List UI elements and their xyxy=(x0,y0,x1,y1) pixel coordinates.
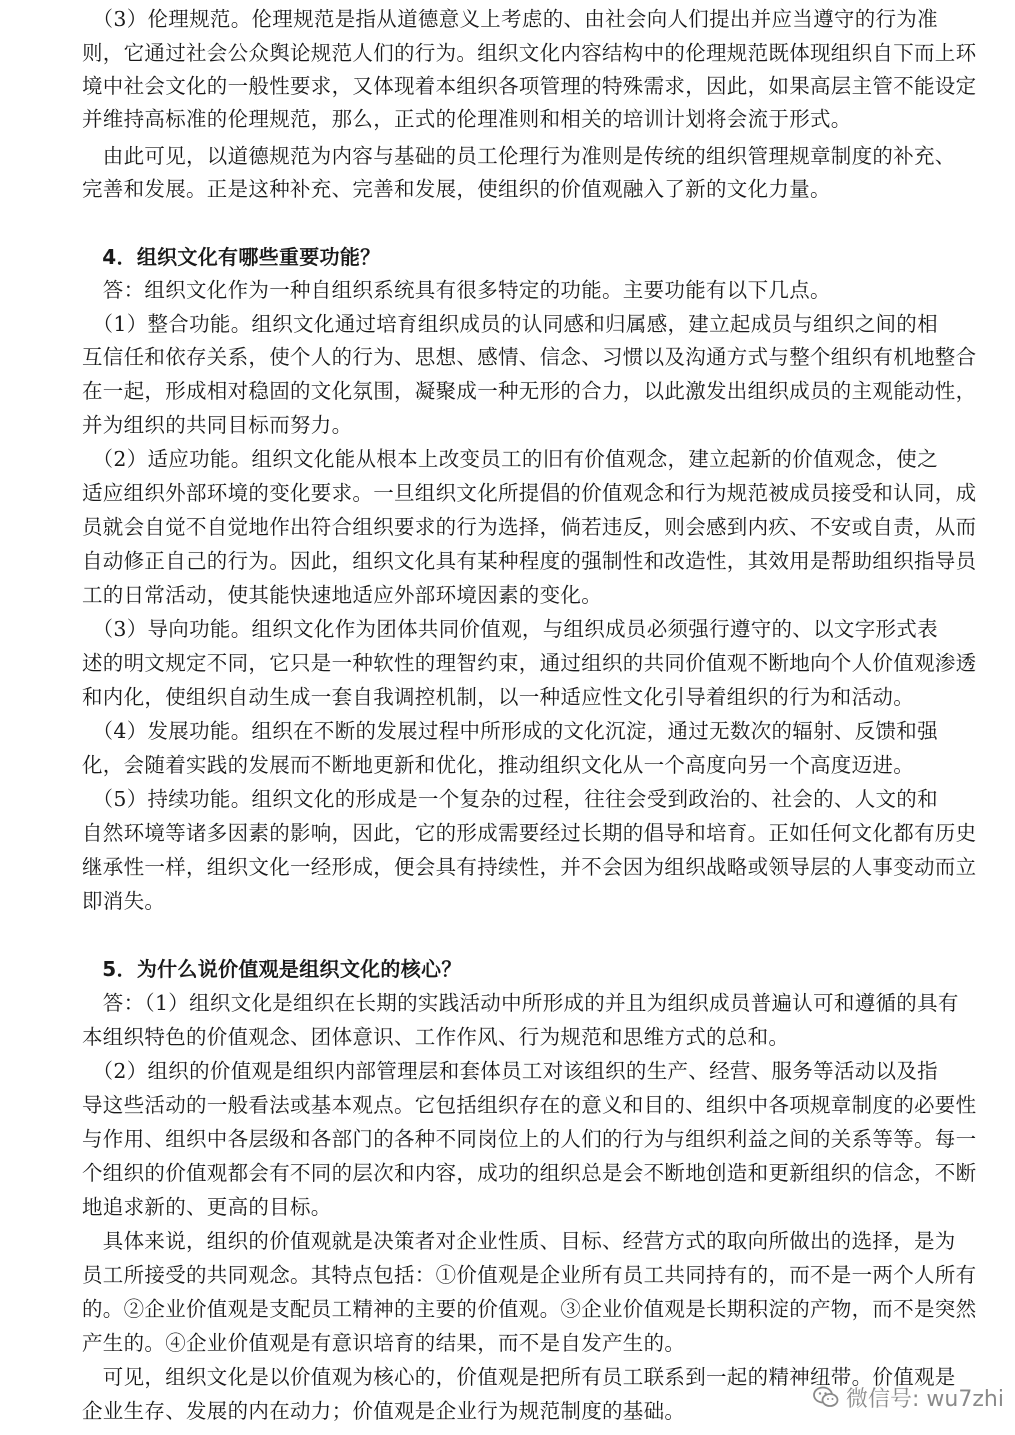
text-line: 继承性一样，组织文化一经形成，便会具有持续性，并不会因为组织战略或领导层的人事变动而立 xyxy=(82,855,977,879)
text-line: 由此可见，以道德规范为内容与基础的员工伦理行为准则是传统的组织管理规章制度的补充、 xyxy=(82,144,956,168)
text-line: 化，会随着实践的发展而不断地更新和优化，推动组织文化从一个高度向另一个高度迈进。 xyxy=(82,753,914,777)
text-line: 员就会自觉不自觉地作出符合组织要求的行为选择，倘若违反，则会感到内疚、不安或自责，从而 xyxy=(82,515,977,539)
text-line: 地追求新的、更高的目标。 xyxy=(82,1195,332,1219)
text-line: 具体来说，组织的价值观就是决策者对企业性质、目标、经营方式的取向所做出的选择，是为 xyxy=(82,1229,956,1253)
text-line: 境中社会文化的一般性要求，又体现着本组织各项管理的特殊需求，因此，如果高层主管不能设定 xyxy=(82,74,977,98)
text-line: 则，它通过社会公众舆论规范人们的行为。组织文化内容结构中的伦理规范既体现组织自下而上环 xyxy=(82,41,977,65)
text-line: 产生的。④企业价值观是有意识培育的结果，而不是自发产生的。 xyxy=(82,1331,686,1355)
section-heading: 5．为什么说价值观是组织文化的核心？ xyxy=(82,957,462,981)
text-line: 个组织的价值观都会有不同的层次和内容，成功的组织总是会不断地创造和更新组织的信念，不断 xyxy=(82,1161,977,1185)
text-line: 的。②企业价值观是支配员工精神的主要的价值观。③企业价值观是长期积淀的产物，而不是突然 xyxy=(82,1297,977,1321)
text-line: （2）组织的价值观是组织内部管理层和套体员工对该组织的生产、经营、服务等活动以及指 xyxy=(82,1059,938,1083)
wechat-watermark xyxy=(812,1382,1004,1412)
text-line: 可见，组织文化是以价值观为核心的，价值观是把所有员工联系到一起的精神纽带。价值观是 xyxy=(82,1365,956,1389)
section-heading: 4．组织文化有哪些重要功能？ xyxy=(82,245,381,269)
wechat-icon xyxy=(812,1385,840,1409)
text-line: 和内化，使组织自动生成一套自我调控机制，以一种适应性文化引导着组织的行为和活动。 xyxy=(82,685,914,709)
watermark-text: 微信号: wu7zhi xyxy=(846,1386,1004,1412)
text-line: 即消失。 xyxy=(82,889,166,913)
text-line: 本组织特色的价值观念、团体意识、工作作风、行为规范和思维方式的总和。 xyxy=(82,1025,790,1049)
text-line: （1）整合功能。组织文化通过培育组织成员的认同感和归属感，建立起成员与组织之间的相 xyxy=(82,312,938,336)
text-line: 答：（1）组织文化是组织在长期的实践活动中所形成的并且为组织成员普遍认可和遵循的具有 xyxy=(82,991,959,1015)
text-line: 导这些活动的一般看法或基本观点。它包括组织存在的意义和目的、组织中各项规章制度的必要性 xyxy=(82,1093,977,1117)
text-line: 在一起，形成相对稳固的文化氛围，凝聚成一种无形的合力，以此激发出组织成员的主观能动性， xyxy=(82,379,977,403)
text-line: 互信任和依存关系，使个人的行为、思想、感情、信念、习惯以及沟通方式与整个组织有机地整合 xyxy=(82,345,977,369)
text-line: 答：组织文化作为一种自组织系统具有很多特定的功能。主要功能有以下几点。 xyxy=(82,278,831,302)
text-line: 自动修正自己的行为。因此，组织文化具有某种程度的强制性和改造性，其效用是帮助组织指导员 xyxy=(82,549,977,573)
text-line: 员工所接受的共同观念。其特点包括：①价值观是企业所有员工共同持有的，而不是一两个人所有 xyxy=(82,1263,977,1287)
text-line: 与作用、组织中各层级和各部门的各种不同岗位上的人们的行为与组织利益之间的关系等等。每一 xyxy=(82,1127,977,1151)
text-line: （4）发展功能。组织在不断的发展过程中所形成的文化沉淀，通过无数次的辐射、反馈和强 xyxy=(82,719,938,743)
text-line: 企业生存、发展的内在动力；价值观是企业行为规范制度的基础。 xyxy=(82,1399,686,1423)
text-line: 述的明文规定不同，它只是一种软性的理智约束，通过组织的共同价值观不断地向个人价值观渗透 xyxy=(82,651,977,675)
text-line: 并为组织的共同目标而努力。 xyxy=(82,413,353,437)
text-line: 自然环境等诸多因素的影响，因此，它的形成需要经过长期的倡导和培育。正如任何文化都有历史 xyxy=(82,821,977,845)
text-line: （5）持续功能。组织文化的形成是一个复杂的过程，往往会受到政治的、社会的、人文的和 xyxy=(82,787,938,811)
text-line: 完善和发展。正是这种补充、完善和发展，使组织的价值观融入了新的文化力量。 xyxy=(82,177,831,201)
text-line: 并维持高标准的伦理规范，那么，正式的伦理准则和相关的培训计划将会流于形式。 xyxy=(82,107,852,131)
text-line: 工的日常活动，使其能快速地适应外部环境因素的变化。 xyxy=(82,583,602,607)
text-line: （3）导向功能。组织文化作为团体共同价值观，与组织成员必须强行遵守的、以文字形式表 xyxy=(82,617,938,641)
text-line: 适应组织外部环境的变化要求。一旦组织文化所提倡的价值观念和行为规范被成员接受和认同，成 xyxy=(82,481,977,505)
text-line: （3）伦理规范。伦理规范是指从道德意义上考虑的、由社会向人们提出并应当遵守的行为准 xyxy=(82,7,938,31)
text-line: （2）适应功能。组织文化能从根本上改变员工的旧有价值观念，建立起新的价值观念，使之 xyxy=(82,447,938,471)
